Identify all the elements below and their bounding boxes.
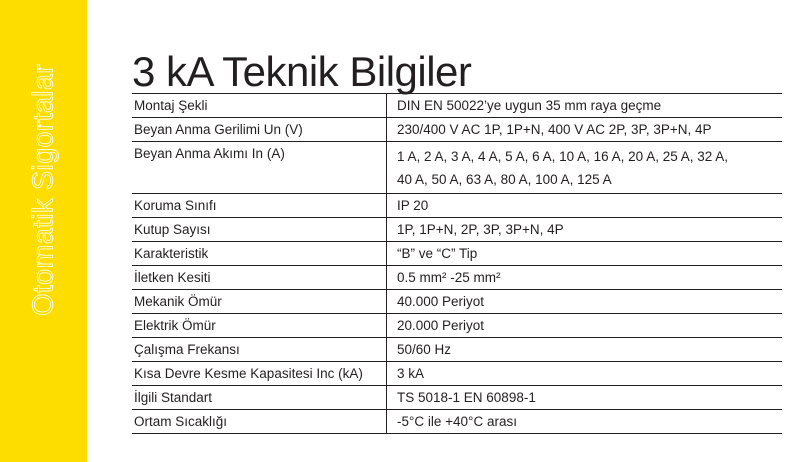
spec-value: [387, 142, 783, 194]
spec-row-sicaklik: [132, 410, 782, 434]
spec-row-elektrik: [132, 314, 782, 338]
spec-row-montaj: [132, 94, 782, 118]
spec-row-koruma: [132, 194, 782, 218]
spec-label: Beyan Anma Akımı In (A): [132, 142, 387, 194]
page-title: 3 kA Teknik Bilgiler: [132, 48, 472, 96]
spec-value: 0.5 mm² -25 mm²: [387, 266, 783, 290]
spec-label: Montaj Şekli: [132, 94, 387, 118]
spec-value: 50/60 Hz: [387, 338, 783, 362]
spec-row-mekanik: [132, 290, 782, 314]
spec-value: DIN EN 50022’ye uygun 35 mm raya geçme: [387, 94, 783, 118]
spec-label: İletken Kesiti: [132, 266, 387, 290]
spec-table: [132, 93, 782, 434]
spec-label: Kısa Devre Kesme Kapasitesi Inc (kA): [132, 362, 387, 386]
spec-row-frekans: [132, 338, 782, 362]
spec-row-kesit: [132, 266, 782, 290]
sidebar-band: [0, 0, 87, 462]
spec-row-kisa-devre: [132, 362, 782, 386]
spec-value: TS 5018-1 EN 60898-1: [387, 386, 783, 410]
spec-row-karakteristik: [132, 242, 782, 266]
spec-value-line-2: 40 A, 50 A, 63 A, 80 A, 100 A, 125 A: [397, 171, 612, 187]
spec-label: Beyan Anma Gerilimi Un (V): [132, 118, 387, 142]
spec-label: İlgili Standart: [132, 386, 387, 410]
spec-row-kutup: [132, 218, 782, 242]
spec-row-gerilim: [132, 118, 782, 142]
spec-label: Elektrik Ömür: [132, 314, 387, 338]
spec-value: 1P, 1P+N, 2P, 3P, 3P+N, 4P: [387, 218, 783, 242]
spec-label: Mekanik Ömür: [132, 290, 387, 314]
spec-value: IP 20: [387, 194, 783, 218]
spec-value: 40.000 Periyot: [387, 290, 783, 314]
sidebar-title: Otomatik Sigortalar: [27, 64, 60, 316]
spec-label: Ortam Sıcaklığı: [132, 410, 387, 434]
spec-value: -5°C ile +40°C arası: [387, 410, 783, 434]
spec-value: 20.000 Periyot: [387, 314, 783, 338]
spec-row-standart: [132, 386, 782, 410]
spec-label: Koruma Sınıfı: [132, 194, 387, 218]
spec-label: Çalışma Frekansı: [132, 338, 387, 362]
spec-value-line-1: 1 A, 2 A, 3 A, 4 A, 5 A, 6 A, 10 A, 16 A, 20 A, 25 A, 32 A,: [397, 148, 729, 164]
spec-label: Karakteristik: [132, 242, 387, 266]
spec-value: “B” ve “C” Tip: [387, 242, 783, 266]
spec-label: Kutup Sayısı: [132, 218, 387, 242]
spec-row-akim: [132, 142, 782, 194]
spec-value: 3 kA: [387, 362, 783, 386]
spec-value: 230/400 V AC 1P, 1P+N, 400 V AC 2P, 3P, 3P+N, 4P: [387, 118, 783, 142]
